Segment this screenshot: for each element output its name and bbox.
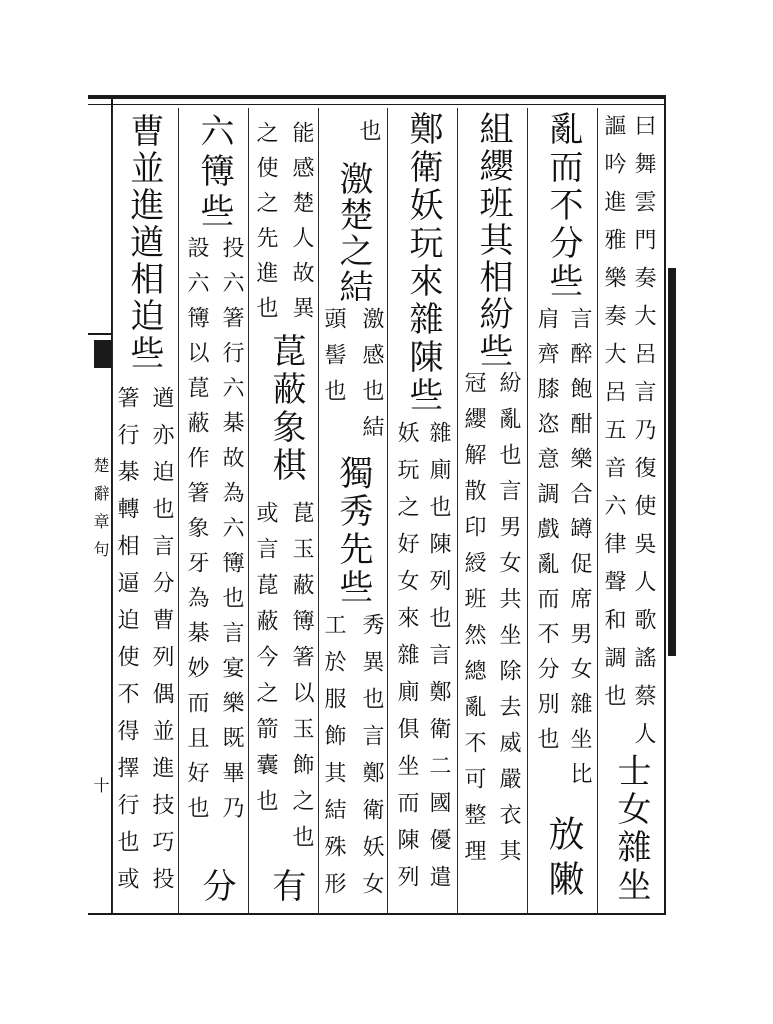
fishtail-block bbox=[94, 340, 112, 368]
frame-right-rule bbox=[664, 95, 666, 915]
annotation-left: 謳吟進雅樂奏大呂五音六律聲和調也 bbox=[601, 114, 626, 722]
book-title: 楚辭章句 bbox=[91, 457, 110, 569]
main-text: 放敶 bbox=[543, 815, 584, 905]
text-column-2 bbox=[527, 108, 597, 913]
annotation-left: 妖玩之好女來雜廁俱坐而陳列 bbox=[394, 421, 419, 902]
main-text: 曹並進遒相迫些 bbox=[124, 113, 164, 372]
annotation-left: 箸行棊轉相逼迫使不得擇行也或 bbox=[114, 386, 139, 904]
annotation-left: 工於服飾其結殊形 bbox=[321, 613, 346, 909]
frame-top-thin-rule bbox=[88, 104, 666, 105]
text-column-8 bbox=[112, 108, 178, 913]
main-text: 亂而不分些 bbox=[543, 111, 583, 301]
text-column-4 bbox=[387, 108, 457, 913]
main-text: 鄭衛妖玩來雜陳些 bbox=[403, 111, 443, 415]
annotation-right: 激感也結 bbox=[359, 307, 384, 451]
main-text: 組纓班其相紛些 bbox=[473, 111, 513, 370]
annotation-left: 頭髻也 bbox=[321, 307, 346, 415]
right-edge-shadow-bar bbox=[668, 268, 676, 656]
main-text: 六簙些 bbox=[194, 113, 234, 233]
text-column-6 bbox=[248, 108, 318, 913]
margin-strip bbox=[88, 95, 112, 915]
annotation-right: 秀異也言鄭衛妖女 bbox=[359, 613, 384, 909]
annotation-left: 冠纓解散印綬班然總亂不可整理 bbox=[461, 371, 486, 875]
main-text: 獨秀先些 bbox=[333, 455, 373, 607]
main-text: 分 bbox=[196, 868, 236, 902]
text-column-1 bbox=[597, 108, 664, 913]
annotation-left: 之使之先進也 bbox=[253, 121, 278, 331]
text-column-7 bbox=[178, 108, 248, 913]
annotation-right: 遒亦迫也言分曹列偶並進技巧投 bbox=[149, 386, 174, 904]
annotation-right: 言醉飽酣樂合罇促席男女雜坐比 bbox=[567, 307, 592, 797]
annotation-right: 也 bbox=[356, 119, 381, 141]
annotation-right: 紛亂也言男女共坐除去威嚴衣其 bbox=[496, 371, 521, 875]
annotation-right: 曰舞雲門奏大呂言乃復使吳人歌謠蔡人 bbox=[631, 114, 656, 760]
main-text: 菎蔽象棋 bbox=[266, 333, 306, 485]
annotation-left: 肩齊膝恣意調戲亂而不分別也 bbox=[534, 307, 559, 762]
annotation-left: 或言菎蔽今之箭囊也 bbox=[253, 501, 278, 825]
annotation-left: 設六簙以菎蔽作箸象牙為棊妙而且好也 bbox=[184, 236, 209, 831]
main-text: 士女雜坐 bbox=[611, 753, 651, 905]
frame-top-thick-rule bbox=[88, 95, 666, 99]
main-text: 激楚之結 bbox=[333, 161, 373, 305]
annotation-right: 投六箸行六棊故為六簙也言宴樂既畢乃 bbox=[219, 236, 244, 831]
text-column-5 bbox=[318, 108, 387, 913]
annotation-right: 菎玉蔽簙箸以玉飾之也 bbox=[289, 501, 314, 861]
frame-bottom-rule bbox=[88, 913, 666, 915]
main-text: 有 bbox=[266, 868, 306, 902]
text-column-3 bbox=[457, 108, 527, 913]
annotation-right: 雜廁也陳列也言鄭衛二國優遣 bbox=[426, 421, 451, 902]
page-number: 十 bbox=[91, 777, 110, 793]
annotation-right: 能感楚人故異 bbox=[289, 121, 314, 331]
fishtail-rule bbox=[88, 333, 112, 335]
